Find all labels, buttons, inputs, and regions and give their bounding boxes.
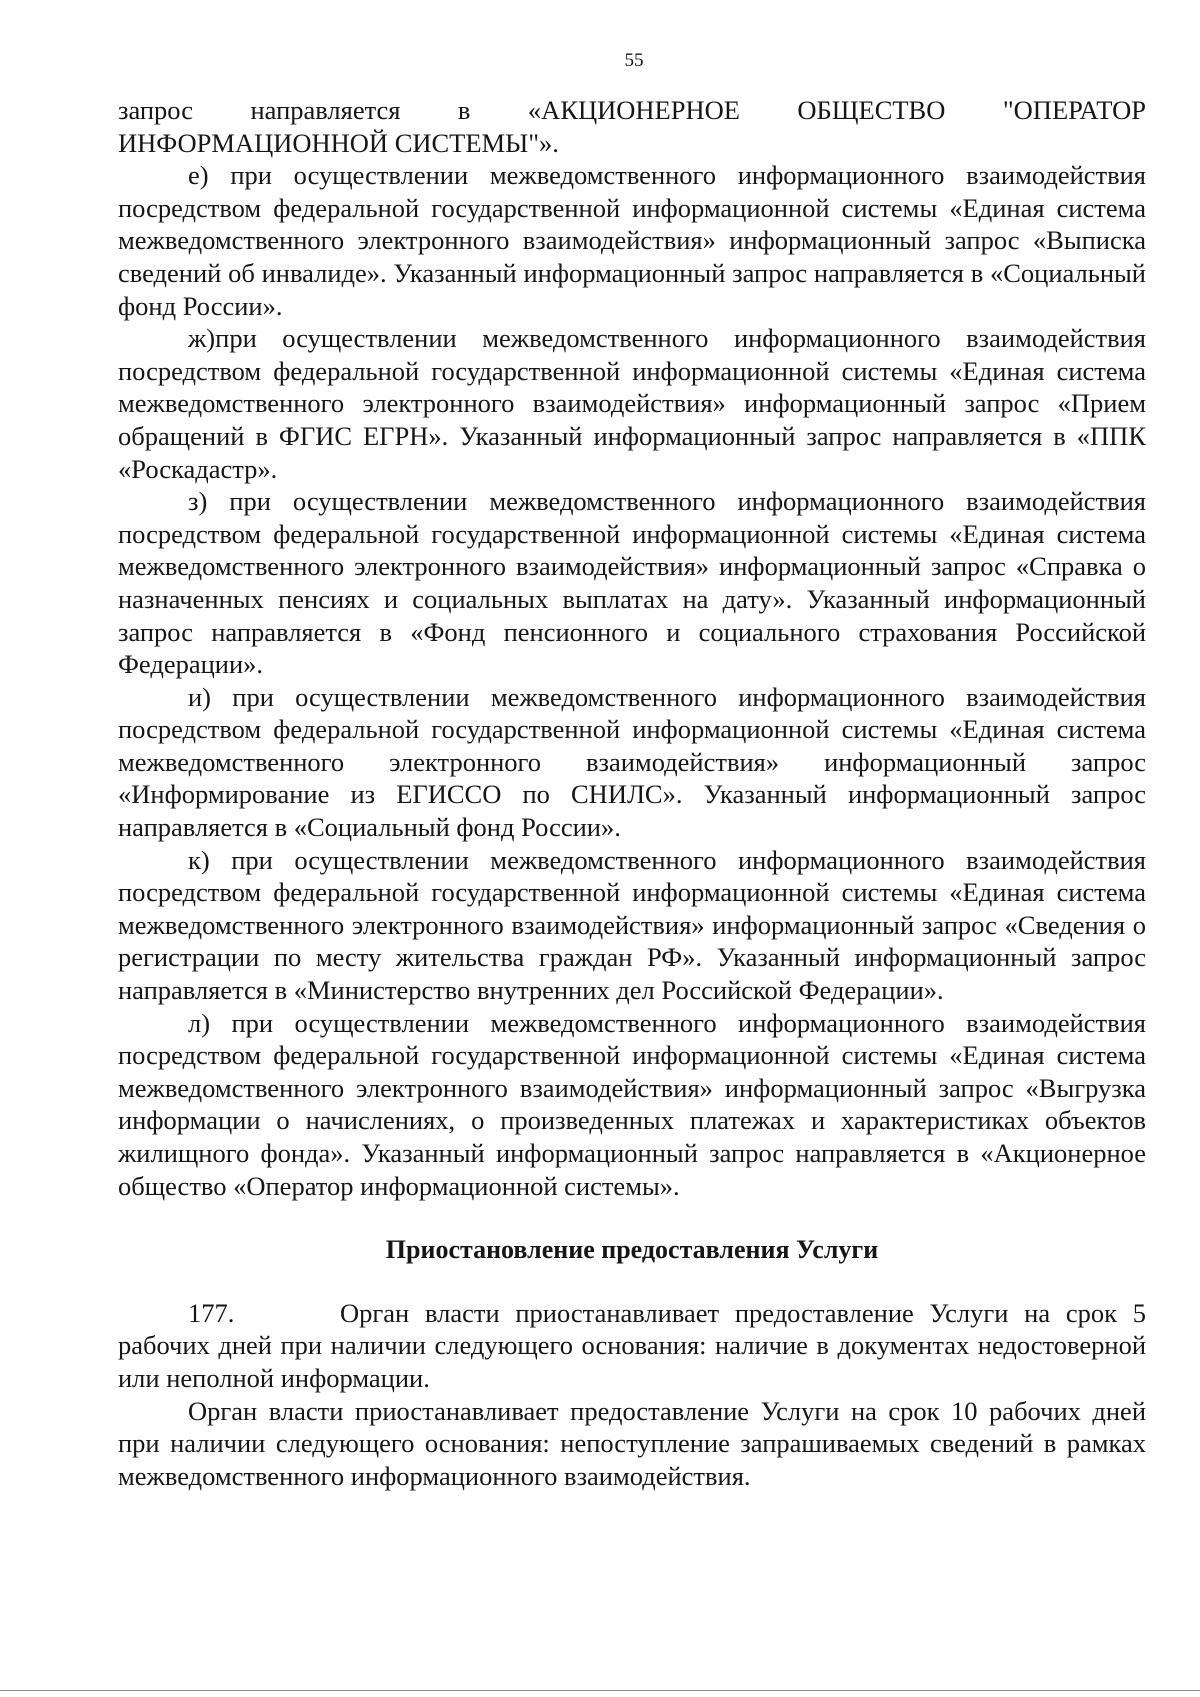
paragraph-item-e: е) при осуществлении межведомственного информационного взаимодействия посредством федеральной государственной информационной системы «Единая система межведомственного электронного взаимодействия» информационный запрос «Выписка сведений об инвалиде». Указанный информационный запрос направляется в «Социальный фонд России». [118,160,1146,321]
paragraph-continuation: запрос направляется в «АКЦИОНЕРНОЕ ОБЩЕСТВО "ОПЕРАТОР ИНФОРМАЦИОННОЙ СИСТЕМЫ"». [118,95,1146,158]
paragraph-item-i: и) при осуществлении межведомственного информационного взаимодействия посредством федеральной государственной информационной системы «Единая система межведомственного электронного взаимодействия» информационный запрос «Информирование из ЕГИССО по СНИЛС». Указанный информационный запрос направляется в «Социальный фонд России». [118,681,1146,843]
paragraph-item-k: к) при осуществлении межведомственного информационного взаимодействия посредством федеральной государственной информационной системы «Единая система межведомственного электронного взаимодействия» информационный запрос «Сведения о регистрации по месту жительства граждан РФ». Указанный информационный запрос направляется в «Министерство внутренних дел Российской Федерации». [118,844,1146,1006]
paragraph-item-z: з) при осуществлении межведомственного информационного взаимодействия посредством федеральной государственной информационной системы «Единая система межведомственного электронного взаимодействия» информационный запрос «Справка о назначенных пенсиях и социальных выплатах на дату». Указанный информационный запрос направляется в «Фонд пенсионного и социального страхования Российской Федерации». [118,486,1146,680]
paragraph-item-zh: ж)при осуществлении межведомственного информационного взаимодействия посредством федеральной государственной информационной системы «Единая система межведомственного электронного взаимодействия» информационный запрос «Прием обращений в ФГИС ЕГРН». Указанный информационный запрос направляется в «ППК «Роскадастр». [118,323,1146,484]
final-paragraph: Орган власти приостанавливает предоставление Услуги на срок 10 рабочих дней при наличии следующего основания: непоступление запрашиваемых сведений в рамках межведомственного информационного взаимодействия. [118,1395,1146,1491]
scan-bottom-rule [0,1690,1200,1691]
section-heading: Приостановление предоставления Услуги [385,1235,879,1265]
page-number: 55 [624,50,644,71]
clause-text: Орган власти приостанавливает предоставление Услуги на срок 5 рабочих дней при наличии следующего основания: наличие в документах недостоверной или неполной информации. [118,1297,1146,1393]
clause-177 [118,1297,1146,1395]
document-body [118,94,1146,1492]
paragraph-item-l: л) при осуществлении межведомственного информационного взаимодействия посредством федеральной государственной информационной системы «Единая система межведомственного электронного взаимодействия» информационный запрос «Выгрузка информации о начислениях, о произведенных платежах и характеристиках объектов жилищного фонда». Указанный информационный запрос направляется в «Акционерное общество «Оператор информационной системы». [118,1007,1146,1201]
clause-number: 177. [188,1297,235,1328]
